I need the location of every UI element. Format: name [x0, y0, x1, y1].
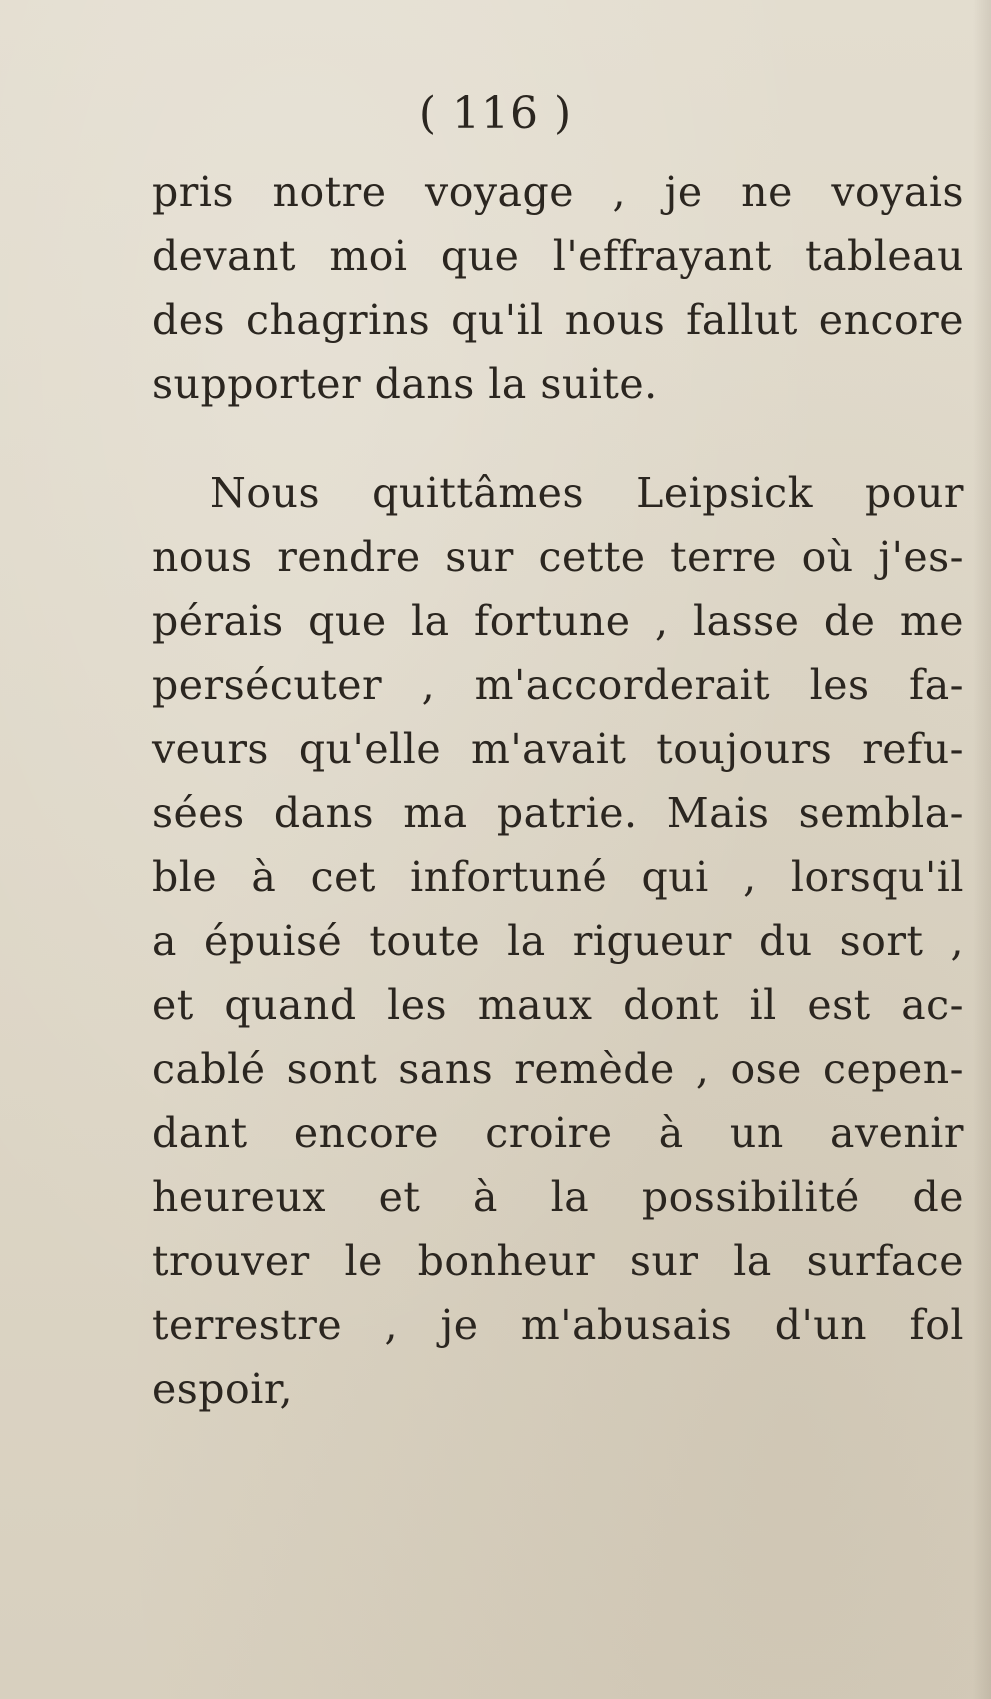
paragraph-2 [152, 461, 964, 1421]
text-line: veurs qu'elle m'avait toujours refu- [152, 725, 964, 773]
text-line: supporter dans la suite. [152, 360, 658, 408]
text-line: a épuisé toute la rigueur du sort , [152, 917, 964, 965]
text-line: Nous quittâmes Leipsick pour [210, 469, 964, 517]
text-line: nous rendre sur cette terre où j'es- [152, 533, 964, 581]
text-line: dant encore croire à un avenir [152, 1109, 964, 1157]
text-line: ble à cet infortuné qui , lorsqu'il [152, 853, 964, 901]
paragraph-1 [152, 160, 964, 416]
text-line: des chagrins qu'il nous fallut encore [152, 296, 964, 344]
page-number: ( 116 ) [418, 88, 573, 139]
text-line: sées dans ma patrie. Mais sembla- [152, 789, 964, 837]
text-line: espoir, [152, 1365, 293, 1413]
text-line: pérais que la fortune , lasse de me [152, 597, 964, 645]
text-line: persécuter , m'accorderait les fa- [152, 661, 964, 709]
text-line: devant moi que l'effrayant tableau [152, 232, 964, 280]
text-line: et quand les maux dont il est ac- [152, 981, 964, 1029]
text-line: trouver le bonheur sur la surface [152, 1237, 964, 1285]
text-line: pris notre voyage , je ne voyais [152, 168, 964, 216]
text-line: cablé sont sans remède , ose cepen- [152, 1045, 964, 1093]
text-line: heureux et à la possibilité de [152, 1173, 964, 1221]
text-line: terrestre , je m'abusais d'un fol [152, 1301, 964, 1349]
